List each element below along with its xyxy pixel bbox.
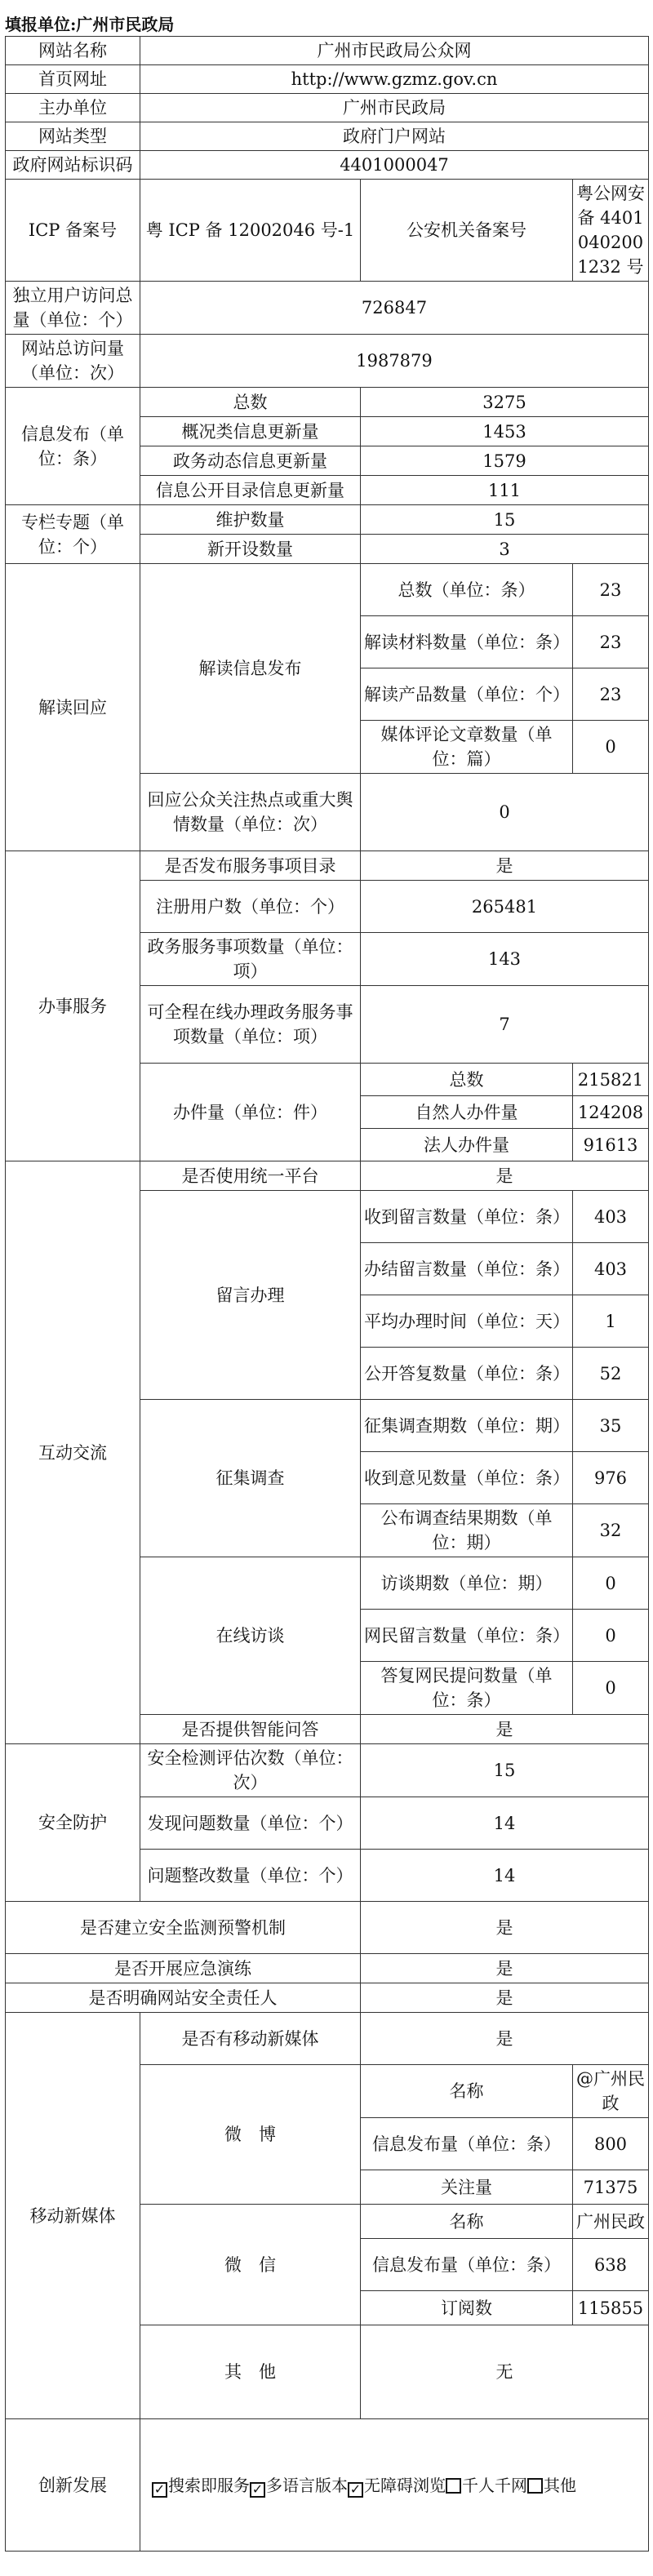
info-news-label: 政务动态信息更新量 <box>140 446 361 476</box>
sv-count-label: 征集调查期数（单位：期） <box>361 1400 573 1452</box>
innovation-label: 创新发展 <box>6 2419 140 2552</box>
sec-found-label: 发现问题数量（单位：个） <box>140 1797 361 1850</box>
site-code-value: 4401000047 <box>140 151 649 180</box>
row-sec-drill <box>6 1954 649 1983</box>
interp-material-label: 解读材料数量（单位：条） <box>361 616 573 668</box>
interp-total-value: 23 <box>573 564 649 616</box>
service-catalog-value: 是 <box>361 851 649 881</box>
sec-test-value: 15 <box>361 1744 649 1797</box>
sec-test-label: 安全检测评估次数（单位：次） <box>140 1744 361 1797</box>
row-icp <box>6 180 649 282</box>
innovation-option-label: 其他 <box>544 2475 576 2495</box>
interp-media-label: 媒体评论文章数量（单位：篇） <box>361 721 573 774</box>
sv-opin-label: 收到意见数量（单位：条） <box>361 1452 573 1504</box>
weibo-label: 微 博 <box>140 2065 361 2205</box>
checkbox-icon: ✓ <box>152 2482 167 2498</box>
wx-name-value: 广州民政 <box>573 2205 649 2239</box>
service-online-value: 7 <box>361 986 649 1064</box>
innovation-option-multilang <box>250 2476 348 2495</box>
topic-maintain-label: 维护数量 <box>140 505 361 535</box>
interact-platform-label: 是否使用统一平台 <box>140 1161 361 1191</box>
info-overview-value: 1453 <box>361 417 649 446</box>
msg-label: 留言办理 <box>140 1191 361 1400</box>
interp-product-label: 解读产品数量（单位：个） <box>361 668 573 721</box>
row-site-type <box>6 122 649 151</box>
other-label: 其 他 <box>140 2325 361 2419</box>
service-items-value: 143 <box>361 933 649 986</box>
info-open-value: 111 <box>361 476 649 505</box>
msg-done-label: 办结留言数量（单位：条） <box>361 1243 573 1295</box>
pv-value: 1987879 <box>140 335 649 388</box>
topic-maintain-value: 15 <box>361 505 649 535</box>
row-info-total <box>6 388 649 417</box>
innovation-option-other <box>527 2476 576 2495</box>
row-pv <box>6 335 649 388</box>
mobile-label: 移动新媒体 <box>6 2013 140 2419</box>
mobile-has-value: 是 <box>361 2013 649 2065</box>
row-sec-test <box>6 1744 649 1797</box>
wb-follow-label: 关注量 <box>361 2170 573 2205</box>
innovation-option-search <box>152 2476 250 2495</box>
sv-opin-value: 976 <box>573 1452 649 1504</box>
home-url-value: http://www.gzmz.gov.cn <box>140 65 649 94</box>
service-vol-total-value: 215821 <box>573 1064 649 1096</box>
wb-posts-value: 800 <box>573 2118 649 2170</box>
innovation-options <box>140 2419 649 2552</box>
msg-done-value: 403 <box>573 1243 649 1295</box>
row-home-url <box>6 65 649 94</box>
wb-name-label: 名称 <box>361 2065 573 2118</box>
wx-posts-label: 信息发布量（单位：条） <box>361 2239 573 2291</box>
sponsor-value: 广州市民政局 <box>140 94 649 122</box>
site-code-label: 政府网站标识码 <box>6 151 140 180</box>
uv-value: 726847 <box>140 282 649 335</box>
tk-ans-label: 答复网民提问数量（单位：条） <box>361 1662 573 1715</box>
wx-name-label: 名称 <box>361 2205 573 2239</box>
sec-fixed-value: 14 <box>361 1850 649 1902</box>
interact-label: 互动交流 <box>6 1161 140 1744</box>
tk-msg-label: 网民留言数量（单位：条） <box>361 1610 573 1662</box>
service-users-value: 265481 <box>361 881 649 933</box>
report-table <box>5 36 649 2552</box>
site-name-label: 网站名称 <box>6 37 140 65</box>
innovation-option-accessible <box>348 2476 446 2495</box>
home-url-label: 首页网址 <box>6 65 140 94</box>
smart-label: 是否提供智能问答 <box>140 1715 361 1744</box>
row-interp-total <box>6 564 649 616</box>
survey-label: 征集调查 <box>140 1400 361 1557</box>
innovation-option-label: 无障碍浏览 <box>364 2475 446 2495</box>
interp-material-value: 23 <box>573 616 649 668</box>
service-online-label: 可全程在线办理政务服务事项数量（单位：项） <box>140 986 361 1064</box>
innovation-option-label: 搜索即服务 <box>168 2475 250 2495</box>
checkbox-icon <box>527 2478 543 2494</box>
wx-sub-value: 115855 <box>573 2291 649 2325</box>
icp-value: 粤 ICP 备 12002046 号-1 <box>140 180 361 282</box>
sec-found-value: 14 <box>361 1797 649 1850</box>
pv-label: 网站总访问量（单位：次） <box>6 335 140 388</box>
tk-count-label: 访谈期数（单位：期） <box>361 1557 573 1610</box>
interp-media-value: 0 <box>573 721 649 774</box>
msg-pub-label: 公开答复数量（单位：条） <box>361 1348 573 1400</box>
uv-label: 独立用户访问总量（单位：个） <box>6 282 140 335</box>
row-service-catalog <box>6 851 649 881</box>
info-open-label: 信息公开目录信息更新量 <box>140 476 361 505</box>
row-sec-owner <box>6 1983 649 2013</box>
checkbox-icon: ✓ <box>250 2482 265 2498</box>
tk-count-value: 0 <box>573 1557 649 1610</box>
msg-recv-label: 收到留言数量（单位：条） <box>361 1191 573 1243</box>
interp-response-value: 0 <box>361 774 649 851</box>
sv-count-value: 35 <box>573 1400 649 1452</box>
sv-result-value: 32 <box>573 1504 649 1557</box>
service-vol-corp-value: 91613 <box>573 1129 649 1161</box>
interp-response-label: 回应公众关注热点或重大舆情数量（单位：次） <box>140 774 361 851</box>
row-site-code <box>6 151 649 180</box>
checkbox-icon: ✓ <box>348 2482 363 2498</box>
security-label: 安全防护 <box>6 1744 140 1902</box>
service-vol-person-value: 124208 <box>573 1096 649 1129</box>
info-label: 信息发布（单位：条） <box>6 388 140 505</box>
sec-drill-label: 是否开展应急演练 <box>6 1954 361 1983</box>
interp-product-value: 23 <box>573 668 649 721</box>
talk-label: 在线访谈 <box>140 1557 361 1715</box>
service-label: 办事服务 <box>6 851 140 1161</box>
service-catalog-label: 是否发布服务事项目录 <box>140 851 361 881</box>
msg-avg-label: 平均办理时间（单位：天） <box>361 1295 573 1348</box>
row-sponsor <box>6 94 649 122</box>
service-items-label: 政务服务事项数量（单位：项） <box>140 933 361 986</box>
wb-follow-value: 71375 <box>573 2170 649 2205</box>
service-users-label: 注册用户数（单位：个） <box>140 881 361 933</box>
row-interact-platform <box>6 1161 649 1191</box>
tk-ans-value: 0 <box>573 1662 649 1715</box>
site-type-value: 政府门户网站 <box>140 122 649 151</box>
info-total-label: 总数 <box>140 388 361 417</box>
psb-label: 公安机关备案号 <box>361 180 573 282</box>
msg-avg-value: 1 <box>573 1295 649 1348</box>
msg-recv-value: 403 <box>573 1191 649 1243</box>
service-vol-total-label: 总数 <box>361 1064 573 1096</box>
site-type-label: 网站类型 <box>6 122 140 151</box>
other-value: 无 <box>361 2325 649 2419</box>
sec-fixed-label: 问题整改数量（单位：个） <box>140 1850 361 1902</box>
tk-msg-value: 0 <box>573 1610 649 1662</box>
interp-total-label: 总数（单位：条） <box>361 564 573 616</box>
row-site-name <box>6 37 649 65</box>
sec-owner-label: 是否明确网站安全责任人 <box>6 1983 361 2013</box>
wx-sub-label: 订阅数 <box>361 2291 573 2325</box>
sec-owner-value: 是 <box>361 1983 649 2013</box>
checkbox-icon <box>446 2478 461 2494</box>
wb-name-value: @广州民政 <box>573 2065 649 2118</box>
psb-value: 粤公网安备 44010402001232 号 <box>573 180 649 282</box>
sv-result-label: 公布调查结果期数（单位：期） <box>361 1504 573 1557</box>
topic-new-value: 3 <box>361 535 649 564</box>
wb-posts-label: 信息发布量（单位：条） <box>361 2118 573 2170</box>
row-topic-maintain <box>6 505 649 535</box>
sec-monitor-value: 是 <box>361 1902 649 1954</box>
mobile-has-label: 是否有移动新媒体 <box>140 2013 361 2065</box>
icp-label: ICP 备案号 <box>6 180 140 282</box>
row-sec-monitor <box>6 1902 649 1954</box>
info-news-value: 1579 <box>361 446 649 476</box>
row-innovation <box>6 2419 649 2552</box>
info-overview-label: 概况类信息更新量 <box>140 417 361 446</box>
service-volume-label: 办件量（单位：件） <box>140 1064 361 1161</box>
sec-monitor-label: 是否建立安全监测预警机制 <box>6 1902 361 1954</box>
sec-drill-value: 是 <box>361 1954 649 1983</box>
innovation-option-label: 千人千网 <box>462 2475 527 2495</box>
service-vol-person-label: 自然人办件量 <box>361 1096 573 1129</box>
service-vol-corp-label: 法人办件量 <box>361 1129 573 1161</box>
report-header: 填报单位:广州市民政局 <box>5 15 175 34</box>
sponsor-label: 主办单位 <box>6 94 140 122</box>
topic-label: 专栏专题（单位：个） <box>6 505 140 564</box>
row-uv <box>6 282 649 335</box>
smart-value: 是 <box>361 1715 649 1744</box>
row-mobile-has <box>6 2013 649 2065</box>
interact-platform-value: 是 <box>361 1161 649 1191</box>
wx-posts-value: 638 <box>573 2239 649 2291</box>
interp-label: 解读回应 <box>6 564 140 851</box>
topic-new-label: 新开设数量 <box>140 535 361 564</box>
wechat-label: 微 信 <box>140 2205 361 2325</box>
msg-pub-value: 52 <box>573 1348 649 1400</box>
innovation-option-personal <box>446 2476 527 2495</box>
interp-publish-label: 解读信息发布 <box>140 564 361 774</box>
info-total-value: 3275 <box>361 388 649 417</box>
site-name-value: 广州市民政局公众网 <box>140 37 649 65</box>
innovation-option-label: 多语言版本 <box>266 2475 348 2495</box>
